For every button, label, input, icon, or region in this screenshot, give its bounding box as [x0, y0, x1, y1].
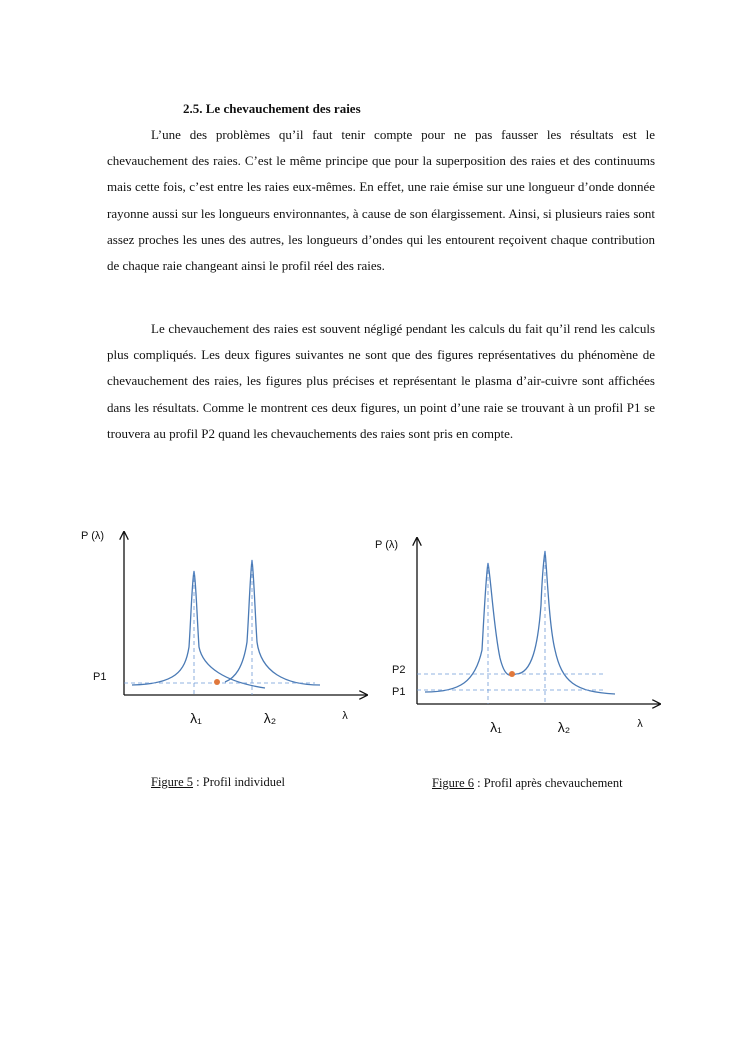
peak-1-label: λ₁	[190, 710, 202, 726]
figure-5-ref: Figure 5	[151, 775, 194, 789]
section-heading: 2.5. Le chevauchement des raies	[183, 101, 361, 116]
paragraph: L’une des problèmes qu’il faut tenir compte pour ne pas fausser les résultats est le chevauchement des raies. C’est le même principe que pour la superposition des raies et des continuums mais cette fois, c’est entre les raies eux-mêmes. En effet, une raie émise sur une longueur d’onde donnée rayonne aussi sur les longueurs environnantes, à cause de son élargissement. Ainsi, si plusieurs raies sont assez proches les unes des autres, les longueurs d’ondes qui les entourent reçoivent chaque contribution de chaque raie changeant ainsi le profil réel des raies.	[107, 127, 655, 274]
y-axis-label: P (λ)	[375, 539, 399, 551]
peak-2-label: λ₂	[263, 710, 277, 726]
overlap-point	[509, 671, 515, 677]
combined-curve	[425, 551, 615, 694]
paragraph: Le chevauchement des raies est souvent négligé pendant les calculs du fait qu’il rend les calculs plus compliqués. Les deux figures suivantes ne sont que des figures représentatives du phénomène de chevauchement des raies, les figures plus précises et représentant le plasma d’air-cuivre sont affichées dans les résultats. Comme le montrent ces deux figures, un point d’une raie se trouvant à un profil P1 se trouvera au profil P2 quand les chevauchements des raies sont pris en compte.	[107, 321, 655, 441]
peak-1-label: λ₁	[490, 719, 502, 735]
x-axis-label: λ	[637, 718, 643, 730]
level-label-p1: P1	[93, 671, 107, 683]
figure-6-caption-text: : Profil après chevauchement	[474, 776, 623, 790]
peak-2-label: λ₂	[557, 719, 571, 735]
figure-6-caption	[432, 776, 623, 791]
peak-1-curve	[132, 571, 265, 688]
figure-5-caption	[151, 775, 285, 790]
figure-6-ref: Figure 6	[432, 776, 475, 790]
figure-5-caption-text: : Profil individuel	[193, 775, 286, 789]
overlap-point	[214, 679, 220, 685]
level-label-p2: P2	[392, 664, 406, 676]
x-axis-label: λ	[342, 710, 348, 722]
level-label-p1: P1	[392, 686, 406, 698]
figure-5-plot	[75, 522, 375, 732]
y-axis-label: P (λ)	[81, 530, 105, 542]
peak-2-curve	[225, 560, 320, 685]
figure-6-plot	[370, 530, 670, 745]
